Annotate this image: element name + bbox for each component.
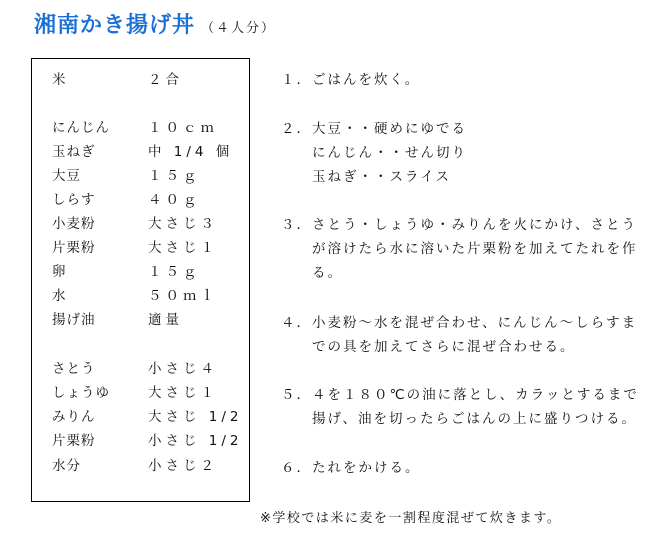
ingredient-amount: 小さじ２ <box>148 458 218 474</box>
step-4-line-1: ４．小麦粉～水を混ぜ合わせ、にんじん～しらすま <box>281 315 638 331</box>
ingredient-name: 片栗粉 <box>52 240 96 256</box>
step-1-line-1: １．ごはんを炊く。 <box>281 72 421 88</box>
ingredient-amount: ２合 <box>148 72 183 88</box>
ingredient-row <box>52 308 242 332</box>
ingredients-box <box>31 58 250 502</box>
footnote: ※学校では米に麦を一割程度混ぜて炊きます。 <box>260 511 562 526</box>
ingredient-row <box>52 405 242 429</box>
ingredient-name: 水 <box>52 288 67 304</box>
ingredient-amount: 大さじ１ <box>148 240 218 256</box>
ingredient-name: にんじん <box>52 120 110 136</box>
ingredient-row <box>52 116 242 140</box>
ingredient-amount: ４０ｇ <box>148 192 201 208</box>
ingredient-row <box>52 454 242 478</box>
ingredient-row <box>52 381 242 405</box>
ingredient-name: しらす <box>52 192 96 208</box>
step-5-line-2: 揚げ、油を切ったらごはんの上に盛りつける。 <box>281 411 637 427</box>
ingredient-amount: 小さじ４ <box>148 361 218 377</box>
ingredient-row <box>52 429 242 453</box>
step-4-line-2: での具を加えてさらに混ぜ合わせる。 <box>281 339 576 355</box>
ingredient-row <box>52 140 242 164</box>
ingredient-name: さとう <box>52 361 96 377</box>
ingredient-amount: １５ｇ <box>148 264 201 280</box>
ingredient-name: 片栗粉 <box>52 433 96 449</box>
recipe-title: 湘南かき揚げ丼 <box>34 13 196 38</box>
ingredient-name: 玉ねぎ <box>52 144 96 160</box>
ingredient-row <box>52 68 242 92</box>
ingredient-row <box>52 260 242 284</box>
step-3-line-1: ３．さとう・しょうゆ・みりんを火にかけ、さとう <box>281 217 637 233</box>
ingredient-name: 卵 <box>52 264 67 280</box>
ingredient-row <box>52 284 242 308</box>
ingredient-amount: 大さじ１ <box>148 385 218 401</box>
ingredient-row <box>52 212 242 236</box>
ingredient-row <box>52 188 242 212</box>
ingredient-amount: １０ｃｍ <box>148 120 218 136</box>
step-2-line-3: 玉ねぎ・・スライス <box>281 169 451 185</box>
servings-label: （４人分） <box>201 21 277 36</box>
ingredient-amount: 大さじ 1/2 <box>148 409 243 425</box>
step-2-line-2: にんじん・・せん切り <box>281 145 467 161</box>
step-2-line-1: ２．大豆・・硬めにゆでる <box>281 121 467 137</box>
title-row <box>34 8 276 40</box>
ingredient-name: 米 <box>52 72 67 88</box>
ingredient-name: 大豆 <box>52 168 81 184</box>
ingredient-row <box>52 236 242 260</box>
ingredient-amount: 大さじ３ <box>148 216 218 232</box>
ingredient-amount: １５ｇ <box>148 168 201 184</box>
step-3-line-2: が溶けたら水に溶いた片栗粉を加えてたれを作 <box>281 241 638 257</box>
ingredient-amount: 中 1/4 個 <box>148 144 234 160</box>
ingredient-row <box>52 164 242 188</box>
ingredient-amount: 適量 <box>148 312 183 328</box>
ingredient-name: 小麦粉 <box>52 216 96 232</box>
ingredient-row <box>52 357 242 381</box>
ingredient-amount: 小さじ 1/2 <box>148 433 243 449</box>
step-5-line-1: ５．４を１８０℃の油に落とし、カラッとするまで <box>281 387 639 403</box>
ingredient-amount: ５０ｍｌ <box>148 288 218 304</box>
ingredient-name: 揚げ油 <box>52 312 96 328</box>
ingredient-name: 水分 <box>52 458 81 474</box>
ingredient-name: みりん <box>52 409 96 425</box>
step-3-line-3: る。 <box>281 265 343 281</box>
step-6-line-1: ６．たれをかける。 <box>281 460 421 476</box>
ingredient-name: しょうゆ <box>52 385 110 401</box>
